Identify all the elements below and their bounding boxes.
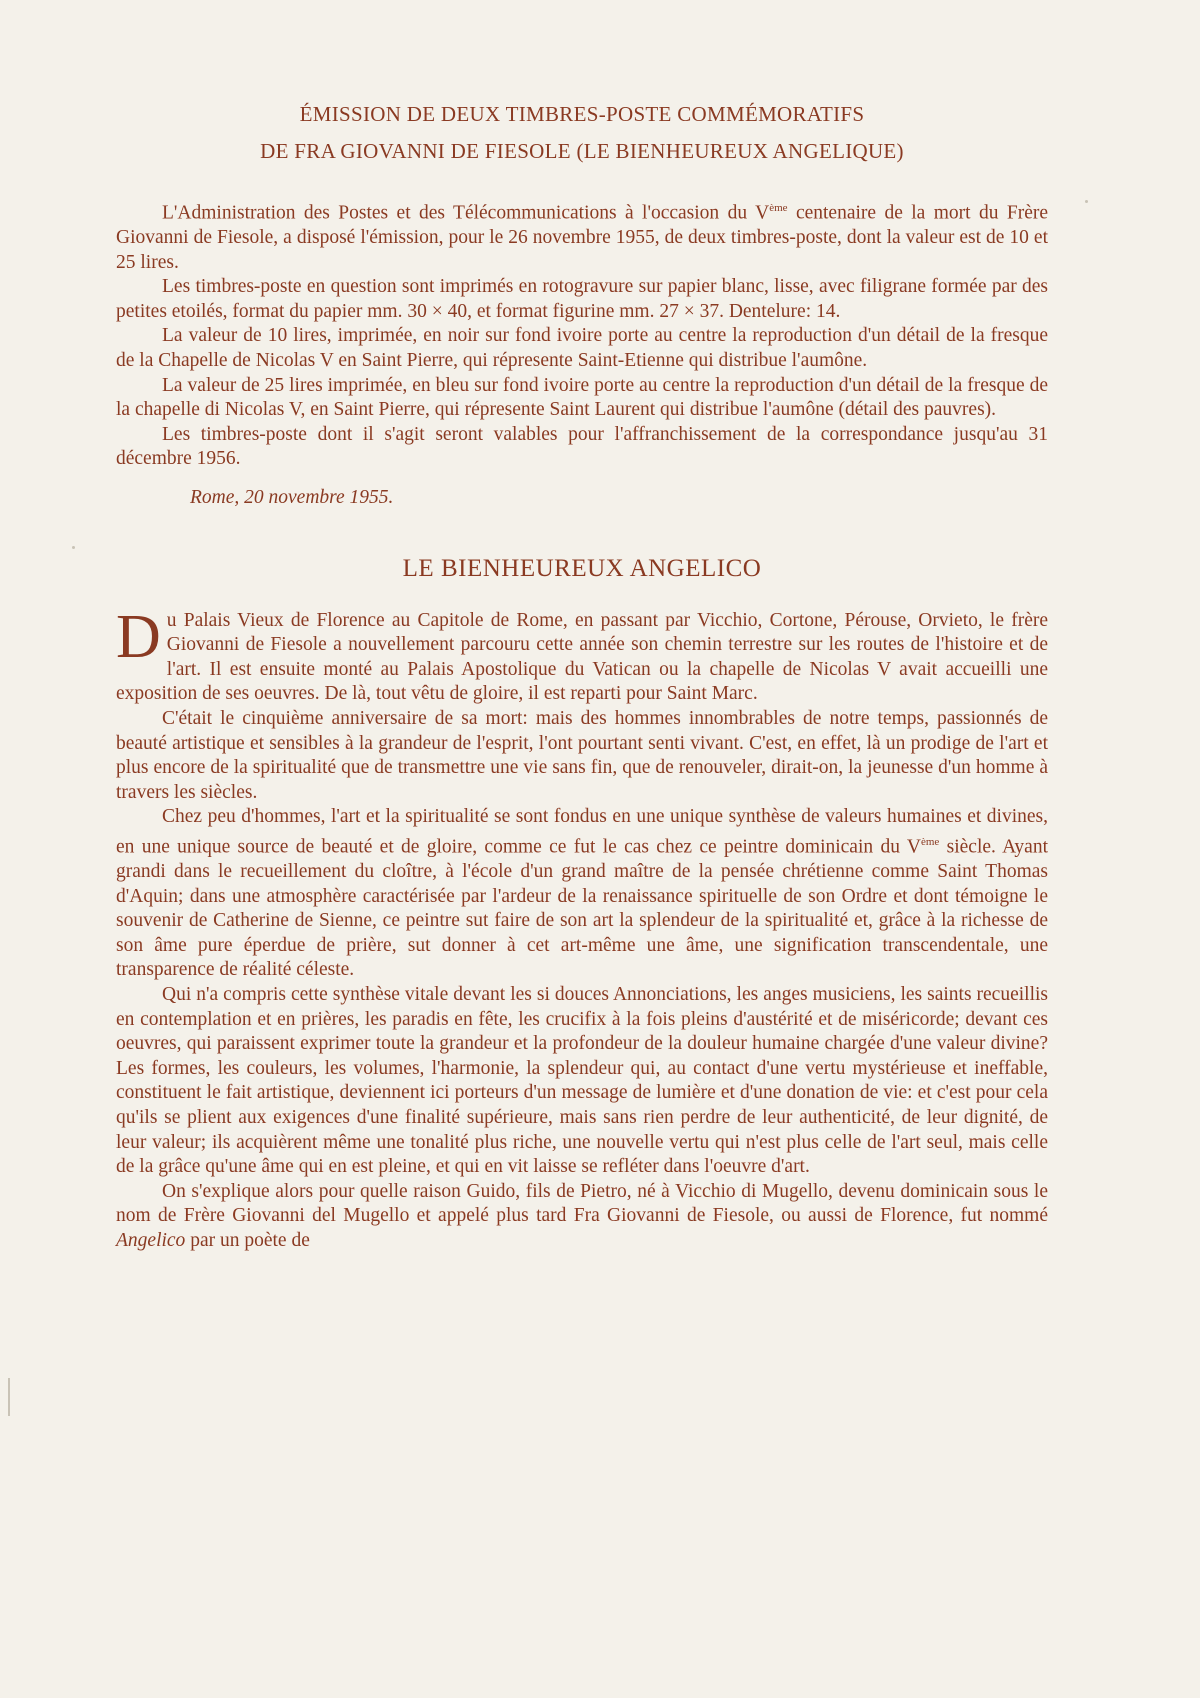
- article-paragraph: [116, 805, 1048, 983]
- drop-cap: D: [116, 602, 161, 671]
- announcement-paragraph: La valeur de 25 lires imprimée, en bleu sur fond ivoire porte au centre la reproduction d'un détail de la fresque de la chapelle di Nicolas V, en Saint Pierre, qui répresente Saint Laurent qui distribue l'aumône (détail des pauvres).: [116, 374, 1048, 421]
- emission-title-line-1: ÉMISSION DE DEUX TIMBRES-POSTE COMMÉMORATIFS: [299, 102, 865, 126]
- scan-mark: [1085, 200, 1088, 203]
- article-paragraph: [116, 602, 1048, 707]
- announcement-paragraph: Les timbres-poste dont il s'agit seront valables pour l'affranchissement de la correspondance jusqu'au 31 décembre 1956.: [116, 423, 1048, 470]
- announcement-paragraph: Les timbres-poste en question sont imprimés en rotogravure sur papier blanc, lisse, avec filigrane formée par des petites etoilés, format du papier mm. 30 × 40, et format figurine mm. 27 × 37. Dentelure: 14.: [116, 276, 1048, 322]
- announcement-p1-text: L'Administration des Postes et des Télécommunications à l'occasion du V: [162, 202, 770, 224]
- announcement-p1-text-cont: centenaire de la mort du Frère Giovanni de Fiesole, a disposé l'émission, pour le 26 novembre 1955, de deux timbres-poste, dont la valeur est de 10 et 25 lires.: [116, 202, 1048, 273]
- article-p5-text: On s'explique alors pour quelle raison Guido, fils de Pietro, né à Vicchio di Mugello, devenu dominicain sous le nom de Frère Giovanni del Mugello et appelé plus tard Fra Giovanni de Fiesole, ou aussi de Florence, fut nommé: [116, 1180, 1048, 1227]
- emission-title: [116, 96, 1048, 170]
- article-paragraph: C'était le cinquième anniversaire de sa mort: mais des hommes innombrables de notre temps, passionnés de beauté artistique et sensibles à la grandeur de l'esprit, l'ont pourtant senti vivant. C'est, en effet, là un prodige de l'art et plus encore de la spiritualité que de transmettre une vie sans fin, que de renouveler, dirait-on, la jeunesse d'un homme à travers les siècles.: [116, 708, 1048, 803]
- scan-mark: [8, 1378, 10, 1416]
- article-p3-text: Chez peu d'hommes, l'art et la spiritualité se sont fondus en une unique synthèse de valeurs humaines et divines, en une unique source de beauté et de gloire, comme ce fut le cas chez ce peintre dominicain du V: [116, 806, 1048, 858]
- article-p3-text-cont: siècle. Ayant grandi dans le recueillement du cloître, à l'école d'un grand maître de la pensée chrétienne comme Saint Thomas d'Aquin; dans une atmosphère caractérisée par l'ardeur de la renaissance spirituelle de son Ordre et dont témoigne le souvenir de Catherine de Sienne, ce peintre sut faire de son art la splendeur de la spiritualité et, grâce à la richesse de son âme pure éperdue de prière, sut donner à cet art-même une âme, une signification transcendentale, une transparence de réalité céleste.: [116, 836, 1048, 981]
- article-p5-text-cont: par un poète de: [185, 1229, 310, 1251]
- superscript: ème: [769, 202, 788, 214]
- announcement-paragraph: La valeur de 10 lires, imprimée, en noir sur fond ivoire porte au centre la reproduction d'un détail de la fresque de la Chapelle de Nicolas V en Saint Pierre, qui répresente Saint-Etienne qui distribue l'aumône.: [116, 325, 1048, 372]
- page-content: [116, 96, 1048, 1254]
- article-title: LE BIENHEUREUX ANGELICO: [402, 554, 762, 582]
- dateline: Rome, 20 novembre 1955.: [190, 487, 394, 509]
- scan-mark: [72, 546, 75, 549]
- article-p1-text: u Palais Vieux de Florence au Capitole de Rome, en passant par Vicchio, Cortone, Pérouse, Orvieto, le frère Giovanni de Fiesole a nouvellement parcouru cette année son chemin terrestre sur les routes de l'histoire et de l'art. Il est ensuite monté au Palais Apostolique du Vatican ou la chapelle de Nicolas V avait accueilli une exposition de ses oeuvres. De là, tout vêtu de gloire, il est reparti pour Saint Marc.: [116, 609, 1048, 705]
- article-paragraph: Qui n'a compris cette synthèse vitale devant les si douces Annonciations, les anges musiciens, les saints recueillis en contemplation et en prières, les paradis en fête, les crucifix à la fois pleins d'austérité et de miséricorde; devant ces oeuvres, qui paraissent exprimer toute la grandeur et la profondeur de la douleur humaine chargée d'une valeur divine? Les formes, les couleurs, les volumes, l'harmonie, la splendeur qui, au contact d'une vertu mystérieuse et ineffable, constituent le fait artistique, deviennent ici porteurs d'un message de lumière et d'une donation de vie: et c'est pour cela qu'ils se plient aux exigences d'une finalité supérieure, mais sans rien perdre de leur authenticité, de leur dignité, de leur valeur; ils acquièrent même une tonalité plus riche, une nouvelle vertu qui n'est plus celle de l'art seul, mais celle de la grâce qu'une âme qui en est pleine, et qui en vit laisse se refléter dans l'oeuvre d'art.: [116, 984, 1048, 1178]
- article-paragraph: [116, 1180, 1048, 1254]
- announcement-paragraph: [116, 196, 1048, 275]
- emission-title-line-2: DE FRA GIOVANNI DE FIESOLE (LE BIENHEUREUX ANGELIQUE): [260, 139, 904, 163]
- superscript: ème: [920, 835, 940, 848]
- emphasis-angelico: Angelico: [116, 1229, 186, 1251]
